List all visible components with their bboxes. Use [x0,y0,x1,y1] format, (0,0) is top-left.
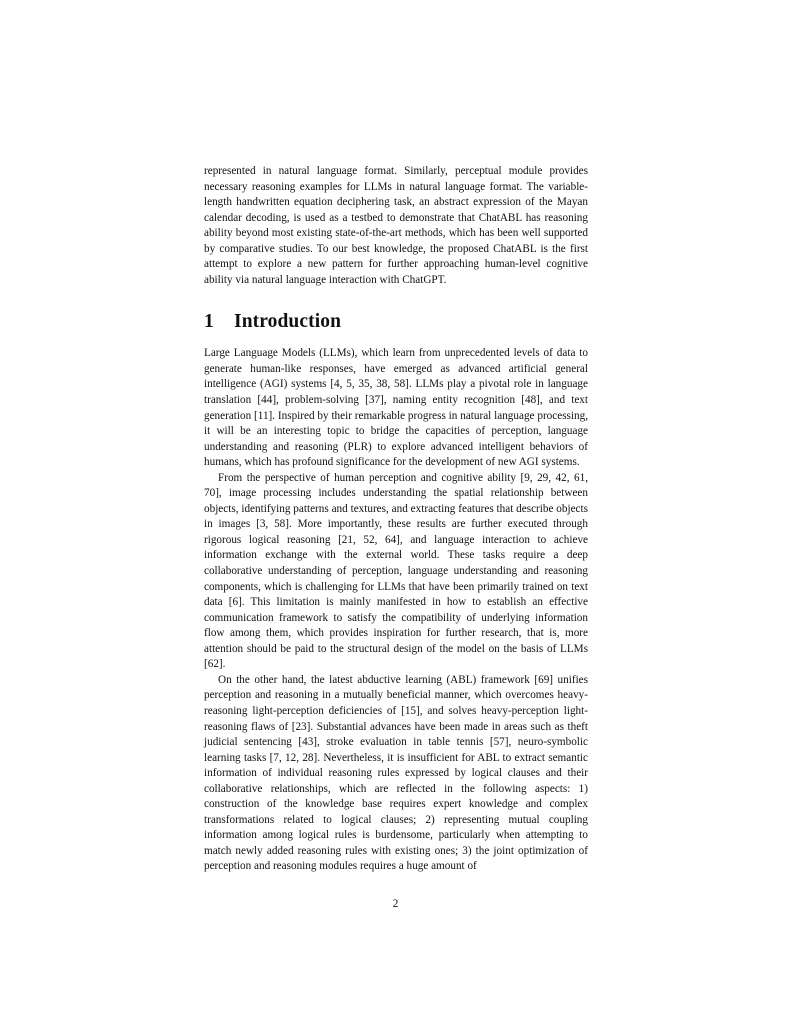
section-heading [204,310,588,334]
page-number: 2 [392,898,399,910]
abstract-tail-paragraph: represented in natural language format. Similarly, perceptual module provides necessary reasoning examples for LLMs in natural language format. The variable-length handwritten equation deciphering task, an abstract expression of the Mayan calendar decoding, is used as a testbed to demonstrate that ChatABL has reasoning ability beyond most existing state-of-the-art methods, which has been well supported by comparative studies. To our best knowledge, the proposed ChatABL is the first attempt to explore a new pattern for further approaching human-level cognitive ability via natural language interaction with ChatGPT. [204,165,588,286]
section-title: Introduction [234,311,342,333]
page-body [204,164,588,875]
section-number: 1 [204,311,214,333]
intro-paragraph-1: Large Language Models (LLMs), which learn from unprecedented levels of data to generate human-like responses, have emerged as advanced artificial general intelligence (AGI) systems [4, 5, 35, 38, 58]. LLMs play a pivotal role in language translation [44], problem-solving [37], naming entity recognition [48], and text generation [11]. Inspired by their remarkable progress in natural language processing, it will be an interesting topic to bridge the capacities of perception, language understanding and reasoning (PLR) to explore advanced intelligent behaviors of humans, which has profound significance for the development of new AGI systems. [204,347,588,469]
intro-paragraph-2: From the perspective of human perception and cognitive ability [9, 29, 42, 61, 70], image processing includes understanding the spatial relationship between objects, identifying patterns and textures, and extracting features that describe objects in images [3, 58]. More importantly, these results are further executed through rigorous logical reasoning [21, 52, 64], and language interaction to achieve information exchange with the external world. These tasks require a deep collaborative understanding of perception, language understanding and reasoning components, which is challenging for LLMs that have been primarily trained on text data [6]. This limitation is mainly manifested in how to establish an effective communication framework to satisfy the compatibility of underlying information flow among them, which provides inspiration for further research, that is, more attention should be paid to the structural design of the model on the basis of LLMs [62]. [204,471,588,671]
intro-paragraph-3: On the other hand, the latest abductive learning (ABL) framework [69] unifies perception and reasoning in a mutually beneficial manner, which overcomes heavy-reasoning light-perception deficiencies of [15], and solves heavy-perception light-reasoning flaws of [23]. Substantial advances have been made in areas such as theft judicial sentencing [43], stroke evaluation in table tennis [57], neuro-symbolic learning tasks [7, 12, 28]. Nevertheless, it is insufficient for ABL to extract semantic information of individual reasoning rules expressed by logical clauses and their collaborative relationships, which are reflected in the following aspects: 1) construction of the knowledge base requires expert knowledge and complex transformations related to logical clauses; 2) representing mutual coupling information among logical rules is burdensome, particularly when attempting to match newly added reasoning rules with existing ones; 3) the joint optimization of perception and reasoning modules requires a huge amount of [204,673,588,873]
